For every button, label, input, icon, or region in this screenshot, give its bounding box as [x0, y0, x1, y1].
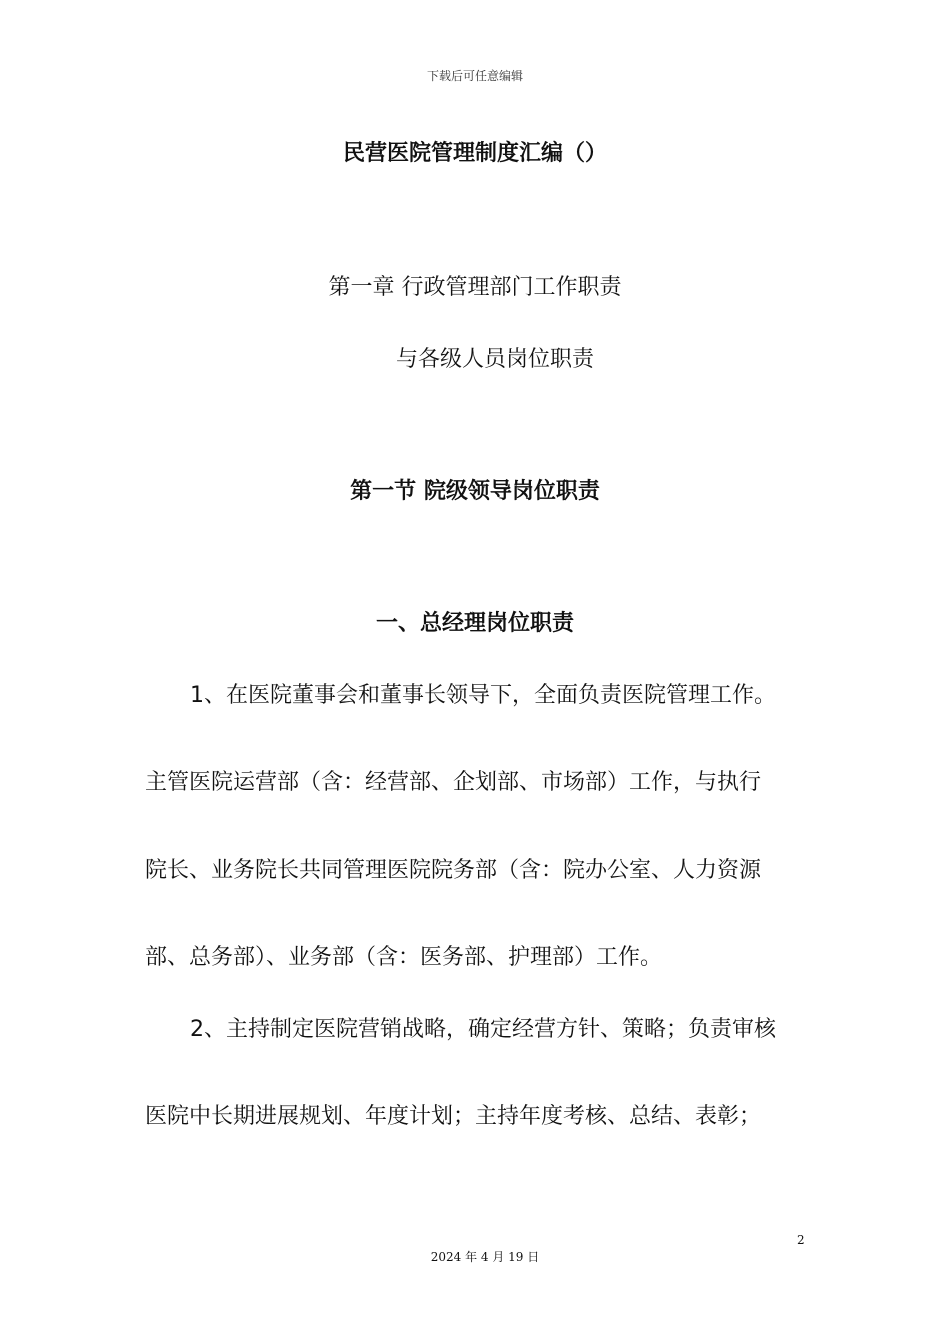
body-line: 2、主持制定医院营销战略，确定经营方针、策略；负责审核 [190, 1017, 776, 1042]
body-line: 主管医院运营部（含：经营部、企划部、市场部）工作，与执行 [145, 770, 762, 795]
body-line: 医院中长期进展规划、年度计划；主持年度考核、总结、表彰； [145, 1104, 762, 1129]
header-note: 下载后可任意编辑 [426, 69, 523, 83]
subsection-heading: 一、总经理岗位职责 [375, 611, 574, 636]
body-line: 1、在医院董事会和董事长领导下，全面负责医院管理工作。 [190, 683, 776, 708]
chapter-heading-line2: 与各级人员岗位职责 [395, 347, 594, 372]
section-heading: 第一节 院级领导岗位职责 [350, 479, 600, 504]
page-number: 2 [797, 1233, 805, 1247]
body-line: 院长、业务院长共同管理医院院务部（含：院办公室、人力资源 [145, 858, 762, 883]
chapter-heading-line1: 第一章 行政管理部门工作职责 [328, 275, 622, 300]
document-title: 民营医院管理制度汇编（） [342, 141, 607, 166]
body-line: 部、总务部）、业务部（含：医务部、护理部）工作。 [145, 945, 663, 970]
footer-date: 2024 年 4 月 19 日 [430, 1250, 540, 1264]
